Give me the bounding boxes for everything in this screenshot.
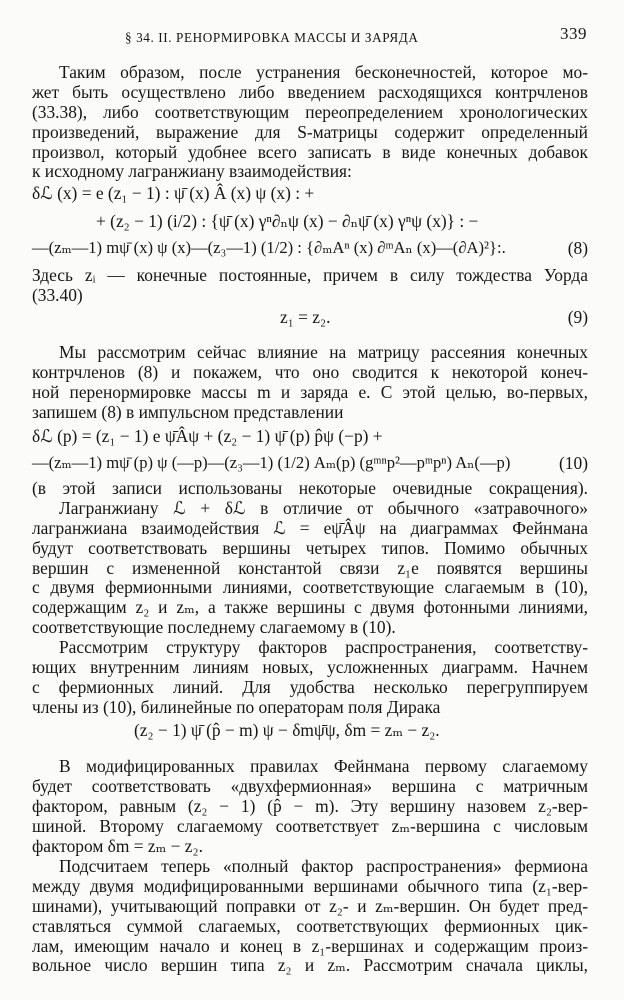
equation-10-number: (10) — [559, 453, 588, 473]
text-line: лагранжиана взаимодействия ℒ = eψ̄Âψ на диаграммах Фейнмана — [32, 517, 588, 538]
text-line: (33.40) — [32, 284, 83, 305]
page-number: 339 — [560, 24, 587, 43]
text-line: будут соответствовать вершины четырех типов. Помимо обычных — [32, 537, 588, 558]
text-line: Мы рассмотрим сейчас влияние на матрицу рассеяния конечных — [59, 342, 588, 362]
text-line: произведений, выражение для S-матрицы содержит определенный — [32, 121, 588, 142]
text-line: лам, имеющим начало и конец в z₁-вершинах и содержащим произ- — [32, 935, 588, 956]
text-line: вольное число вершин типа z₂ и zₘ. Рассмотрим сначала циклы, — [32, 955, 588, 976]
text-line: запишем (8) в импульсном представлении — [32, 401, 344, 422]
text-line: фактором δm = zₘ − z₂. — [32, 835, 203, 856]
text-line: ющих внутренним линиям новых, усложненных диаграмм. Начнем — [32, 656, 588, 677]
paragraph-feynman-rules — [32, 757, 588, 856]
equation-9: z₁ = z₂. — [280, 307, 331, 327]
text-line: жет быть осуществлено либо введением расходящихся контрчленов — [32, 81, 588, 102]
text-line: (33.38), либо соответствующим переопределением хронологических — [32, 101, 588, 122]
equation-9-number: (9) — [567, 307, 588, 327]
text-line: Подсчитаем теперь «полный фактор распространения» фермиона — [59, 856, 588, 876]
text-line: (в этой записи использованы некоторые очевидные сокращения). — [32, 478, 588, 498]
running-title: § 34. II. РЕНОРМИРОВКА МАССЫ И ЗАРЯДА — [125, 30, 419, 45]
equation-bilinear: (z₂ − 1) ψ̄ (p̂ − m) ψ − δmψ̄ψ, δm = zₘ − z₂. — [134, 720, 440, 740]
equation-8-line-2: + (z₂ − 1) (i/2) : {ψ̄ (x) γⁿ∂ₙψ (x) − ∂ₙψ̄ (x) γⁿψ (x)} : − — [96, 211, 479, 231]
text-line: шиной. Второму слагаемому соответствует zₘ-вершина с числовым — [32, 815, 588, 836]
paragraph-intro — [32, 63, 588, 182]
text-line: контрчленов (8) и покажем, что оно сводится к некоторой конеч- — [32, 361, 588, 382]
text-line: шинами), учитывающий поправки от z₂- и zₘ-вершин. Он будет пред- — [32, 895, 588, 916]
text-line: члены из (10), билинейные по операторам поля Дирака — [32, 696, 441, 717]
equation-10-line-2: —(zₘ—1) mψ̄ (p) ψ (—p)—(z₃—1) (1/2) Aₘ(p) (gᵐⁿp²—pᵐpⁿ) Aₙ(—p) — [32, 453, 511, 472]
text-line: будет соответствовать «двухфермионная» вершина с матричным — [32, 775, 588, 796]
text-line: В модифицированных правилах Фейнмана первому слагаемому — [59, 756, 588, 776]
paragraph-vertices — [32, 479, 588, 638]
text-line: Таким образом, после устранения бесконечностей, которое мо- — [59, 62, 588, 82]
equation-8-line-1: δℒ (x) = e (z₁ − 1) : ψ̄ (x) Â (x) ψ (x) : + — [32, 183, 315, 203]
paragraph-momentum — [32, 343, 588, 423]
text-line: ставляться суммой слагаемых, соответствующих фермионных цик- — [32, 915, 588, 936]
paragraph-propagators — [32, 638, 588, 718]
equation-8-line-3: —(zₘ—1) mψ̄ (x) ψ (x)—(z₃—1) (1/2) : {∂ₘAⁿ (x) ∂ᵐAₙ (x)—(∂A)²}:. — [32, 238, 506, 257]
text-line: содержащим z₂ и zₘ, а также вершины с двумя фотонными линиями, — [32, 597, 588, 618]
text-line: с двумя фермионными линиями, соответствующие слагаемым в (10), — [32, 577, 588, 598]
text-line: Здесь zᵢ — конечные постоянные, причем в силу тождества Уорда — [32, 265, 588, 285]
text-line: фактором, равным (z₂ − 1) (p̂ − m). Эту вершину назовем z₂-вер- — [32, 795, 588, 816]
paragraph-ward — [32, 266, 588, 306]
text-line: соответствующие последнему слагаемому в (10). — [32, 617, 396, 638]
text-line: ной перенормировке массы m и заряда e. С этой целью, во-первых, — [32, 381, 588, 402]
equation-8-number: (8) — [567, 238, 588, 258]
text-line: произвол, который удобнее всего записать в виде конечных добавок — [32, 141, 588, 162]
paragraph-full-propagator — [32, 857, 588, 976]
text-line: вершин с измененной константой связи z₁e появятся вершины — [32, 557, 588, 578]
text-line: Рассмотрим структуру факторов распространения, соответству- — [59, 637, 588, 657]
equation-10-line-1: δℒ (p) = (z₁ − 1) e ψ̄Âψ + (z₂ − 1) ψ̄ (p) p̂ψ (−p) + — [32, 426, 383, 446]
text-line: к исходному лагранжиану взаимодействия: — [32, 161, 352, 182]
text-line: с фермионных линий. Для удобства несколько перегруппируем — [32, 676, 588, 697]
running-header — [0, 22, 624, 52]
text-line: Лагранжиану ℒ + δℒ в отличие от обычного «затравочного» — [59, 497, 588, 518]
text-line: между двумя модифицированными вершинами обычного типа (z₁-вер- — [32, 875, 588, 896]
